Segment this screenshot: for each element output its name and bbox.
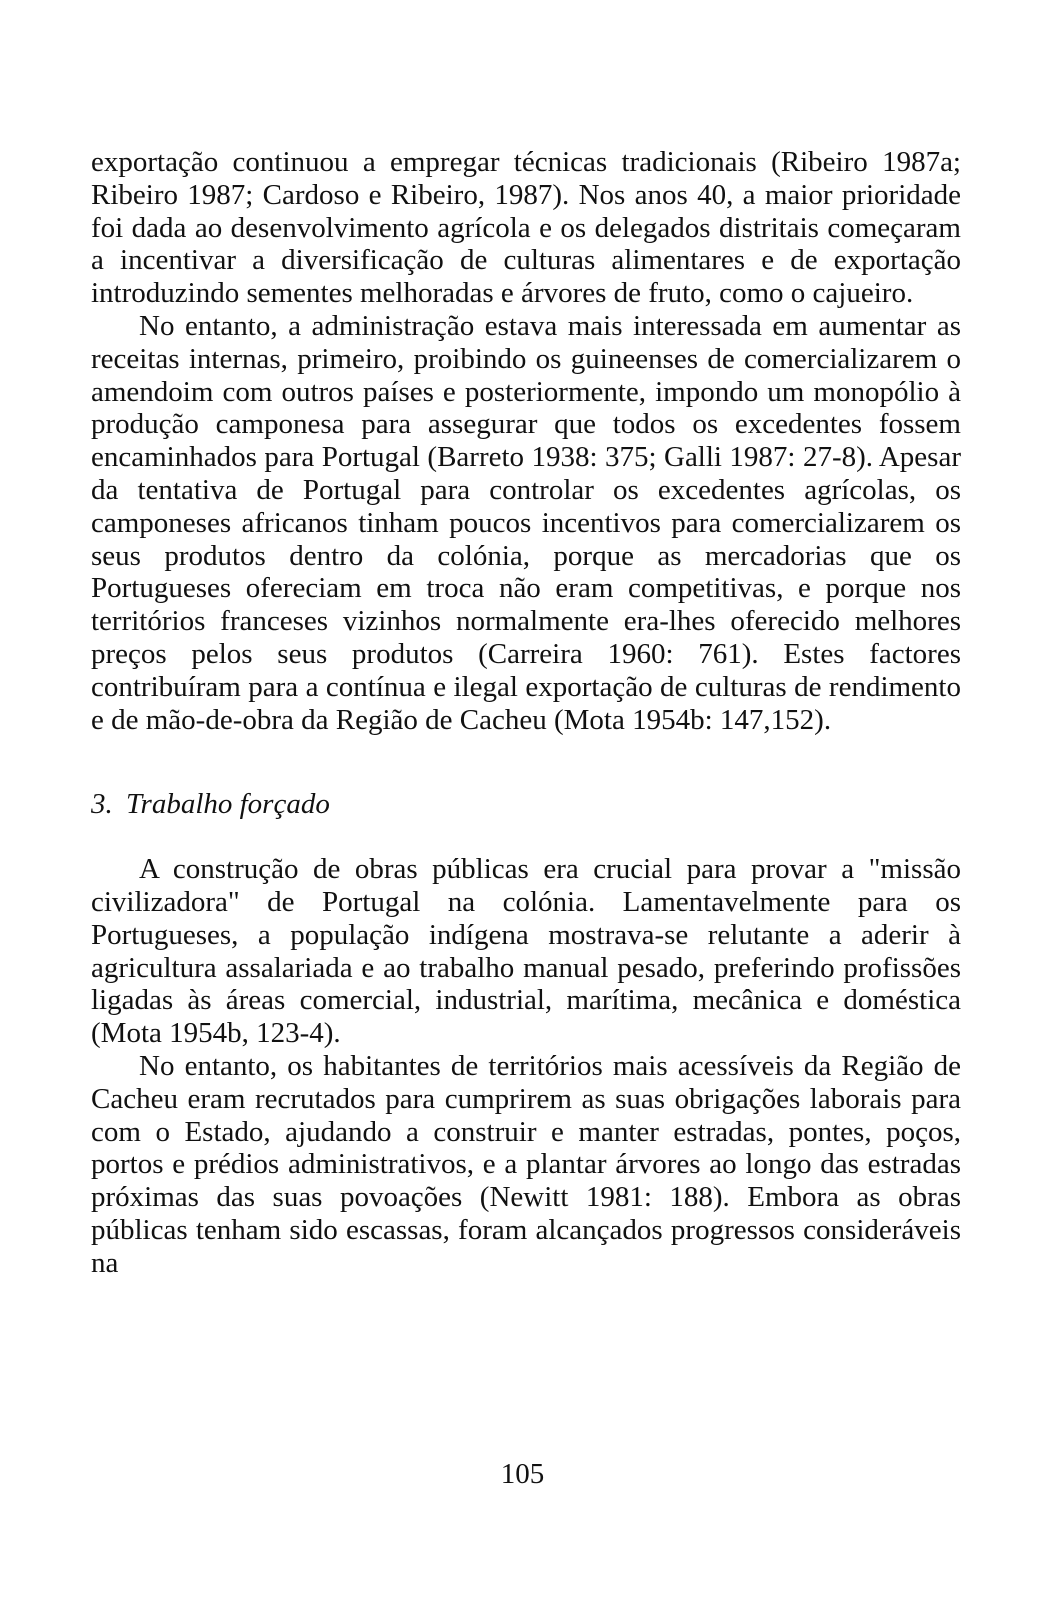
section-title: Trabalho forçado xyxy=(126,788,330,821)
paragraph-administration: No entanto, a administração estava mais interessada em aumentar as receitas internas, primeiro, proibindo os guineenses de comercializarem o amendoim com outros países e posteriormente, impondo um monopólio à produção camponesa para assegurar que todos os excedentes fossem encaminhados para Portugal (Barreto 1938: 375; Galli 1987: 27-8). Apesar da tentativa de Portugal para controlar os excedentes agrícolas, os camponeses africanos tinham poucos incentivos para comercializarem os seus produtos dentro da colónia, porque as mercadorias que os Portugueses ofereciam em troca não eram competitivas, e porque nos territórios franceses vizinhos normalmente era-lhes oferecido melhores preços pelos seus produtos (Carreira 1960: 761). Estes factores contribuíram para a contínua e ilegal exportação de culturas de rendimento e de mão-de-obra da Região de Cacheu (Mota 1954b: 147,152). xyxy=(91,309,961,736)
page-body xyxy=(91,146,961,1280)
paragraph-continuation: exportação continuou a empregar técnicas tradicionais (Ribeiro 1987a; Ribeiro 1987; Cardoso e Ribeiro, 1987). Nos anos 40, a maior prioridade foi dada ao desenvolvimento agrícola e os delegados distritais começaram a incentivar a diversificação de culturas alimentares e de exportação introduzindo sementes melhoradas e árvores de fruto, como o cajueiro. xyxy=(91,146,961,310)
paragraph-labour-obligations: No entanto, os habitantes de territórios mais acessíveis da Região de Cacheu eram recrutados para cumprirem as suas obrigações laborais para com o Estado, ajudando a construir e manter estradas, pontes, poços, portos e prédios administrativos, e a plantar árvores ao longo das estradas próximas das suas povoações (Newitt 1981: 188). Embora as obras públicas tenham sido escassas, foram alcançados progressos consideráveis na xyxy=(91,1049,961,1279)
page-number: 105 xyxy=(500,1458,545,1490)
section-heading xyxy=(91,788,961,821)
section-number: 3. xyxy=(91,788,113,821)
paragraph-public-works: A construção de obras públicas era crucial para provar a "missão civilizadora" de Portugal na colónia. Lamentavelmente para os Portugueses, a população indígena mostrava-se relutante a aderir à agricultura assalariada e ao trabalho manual pesado, preferindo profissões ligadas às áreas comercial, industrial, marítima, mecânica e doméstica (Mota 1954b, 123-4). xyxy=(91,853,961,1050)
